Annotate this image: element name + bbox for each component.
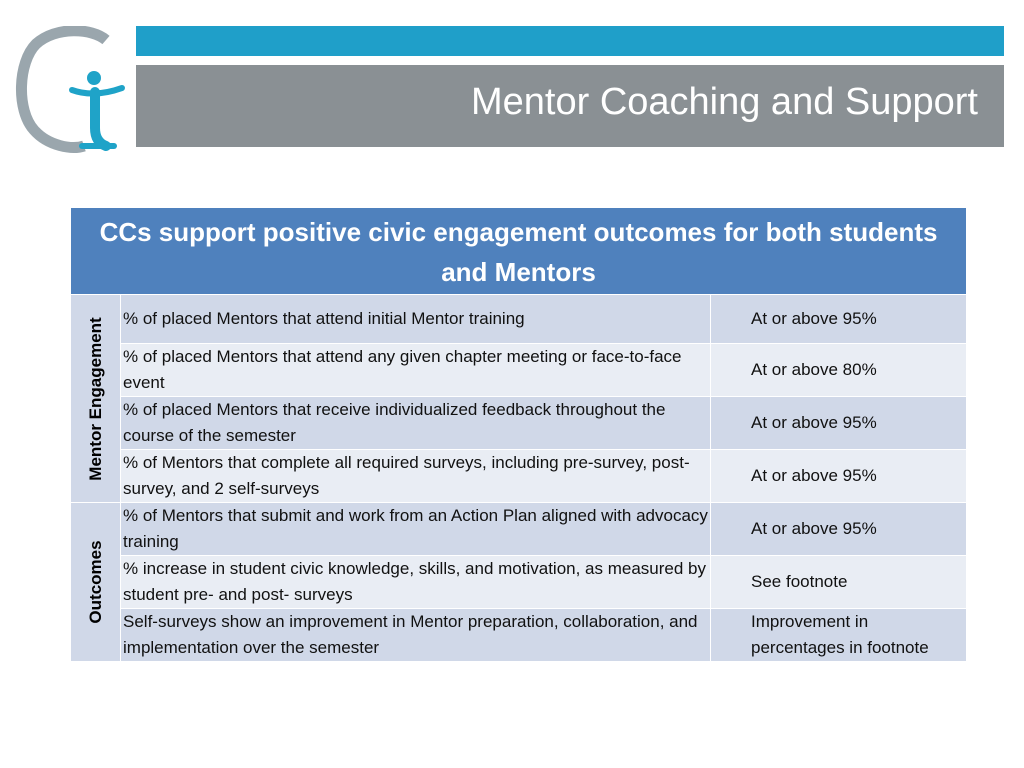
g-person-logo-icon	[14, 26, 132, 154]
target-cell: At or above 95%	[711, 503, 967, 556]
target-cell: At or above 95%	[711, 295, 967, 344]
target-cell: At or above 80%	[711, 344, 967, 397]
metric-cell: % of placed Mentors that receive individualized feedback throughout the course of the semester	[121, 397, 711, 450]
group-cell-outcomes	[71, 503, 121, 662]
table-row	[71, 609, 967, 662]
metric-cell: % of Mentors that submit and work from an Action Plan aligned with advocacy training	[121, 503, 711, 556]
target-cell: See footnote	[711, 556, 967, 609]
slide-title: Mentor Coaching and Support	[471, 81, 978, 123]
group-cell-mentor-engagement	[71, 295, 121, 503]
group-label: Mentor Engagement	[85, 316, 105, 481]
table-row	[71, 503, 967, 556]
table-row	[71, 397, 967, 450]
target-cell: At or above 95%	[711, 397, 967, 450]
table-row	[71, 450, 967, 503]
table-row	[71, 556, 967, 609]
table-header: CCs support positive civic engagement outcomes for both students and Mentors	[71, 208, 967, 295]
title-bar	[136, 65, 1004, 147]
metric-cell: % increase in student civic knowledge, skills, and motivation, as measured by student pre- and post- surveys	[121, 556, 711, 609]
target-cell: Improvement in percentages in footnote	[711, 609, 967, 662]
accent-bar	[136, 26, 1004, 56]
target-cell: At or above 95%	[711, 450, 967, 503]
metric-cell: % of placed Mentors that attend initial Mentor training	[121, 295, 711, 344]
metric-cell: % of placed Mentors that attend any given chapter meeting or face-to-face event	[121, 344, 711, 397]
table-row	[71, 295, 967, 344]
outcomes-table	[70, 207, 966, 662]
table-row	[71, 344, 967, 397]
metric-cell: % of Mentors that complete all required surveys, including pre-survey, post-survey, and 2 self-surveys	[121, 450, 711, 503]
metric-cell: Self-surveys show an improvement in Mentor preparation, collaboration, and implementation over the semester	[121, 609, 711, 662]
group-label: Outcomes	[85, 540, 105, 624]
organization-logo	[14, 26, 132, 154]
